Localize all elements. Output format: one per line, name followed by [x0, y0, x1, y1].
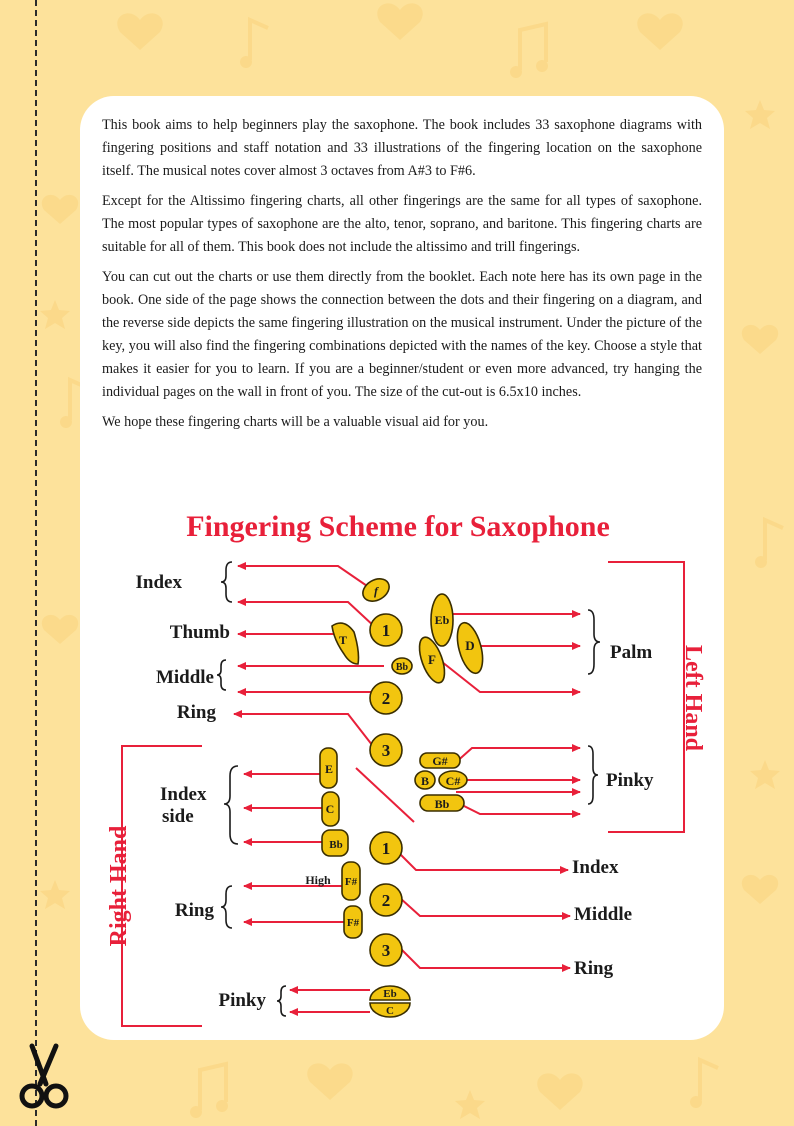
key-label-side-bb: Bb: [329, 839, 343, 851]
key-label-side-c: C: [325, 802, 335, 816]
label-ring-rh-right: Ring: [574, 958, 614, 979]
intro-paragraph-2: Except for the Altissimo fingering charts, all other fingerings are the same for all types of saxophone. The most popular types of saxophone are the alto, tenor, soprano, and baritone. This fingering charts are suitable for all of them. This book does not include the altissimo and trill fingerings.: [102, 193, 702, 255]
heart-icon: [307, 1063, 352, 1100]
key-label-rh-fsharp: F#: [346, 917, 360, 929]
label-thumb: Thumb: [169, 622, 230, 643]
label-index: Index: [135, 572, 182, 593]
key-label-rh2: 2: [381, 891, 391, 910]
cut-line: [35, 0, 37, 1126]
key-label-b: B: [420, 774, 430, 788]
pointer-arrows: [234, 566, 580, 1012]
heart-icon: [42, 195, 78, 224]
music-note-icon: [700, 1060, 718, 1100]
heart-icon: [742, 875, 778, 904]
key-label-bb-pinky: Bb: [434, 797, 450, 811]
label-pinky-rh: Pinky: [218, 990, 266, 1011]
intro-paragraph-4: We hope these fingering charts will be a valuable visual aid for you.: [102, 414, 489, 430]
heart-icon: [117, 13, 162, 50]
key-label-low-c: C: [386, 1005, 394, 1017]
key-label-front-f: f: [374, 584, 378, 598]
label-middle-rh: Middle: [574, 904, 633, 925]
key-label-high: High: [305, 873, 331, 887]
star-icon: [750, 760, 780, 789]
star-icon: [40, 880, 70, 909]
key-label-high-fsharp: F#: [344, 876, 358, 888]
key-label-gsharp: G#: [432, 754, 448, 768]
label-ring: Ring: [176, 702, 216, 723]
music-note-icon: [250, 20, 268, 60]
key-label-rh3: 3: [381, 941, 391, 960]
label-palm: Palm: [610, 642, 653, 663]
label-index-side-2: side: [162, 806, 194, 827]
intro-paragraph-3: You can cut out the charts or use them directly from the booklet. Each note here has its own page in the book. One side of the page shows the connection between the dots and their fingering on a diagram, and the reverse side depicts the same fingering illustration on the musical instrument. Under the picture of the key, you will also find the fingering combinations depicted with the names of the key. Choose a style that makes it easier for you to learn. If you are a beginner/student or even more advanced, try hanging the individual pages on the wall in front of you. The size of the cut-out is 6.5x10 inches.: [102, 269, 702, 400]
intro-paragraph-1: This book aims to help beginners play the saxophone. The book includes 33 saxophone diagrams with fingering positions and staff notation and 33 illustrations of the fingering location on the saxophone itself. The musical notes cover almost 3 octaves from A#3 to F#6.: [102, 117, 702, 179]
key-label-thumb: T: [338, 633, 348, 647]
key-label-side-e: E: [324, 762, 334, 776]
heart-icon: [537, 1073, 582, 1110]
music-note-icon: [765, 520, 783, 560]
intro-text: [102, 114, 702, 441]
fingering-scheme: [80, 500, 724, 1040]
heart-icon: [42, 615, 78, 644]
star-icon: [745, 100, 775, 129]
star-icon: [40, 300, 70, 329]
key-label-rh1: 1: [381, 839, 391, 858]
label-middle: Middle: [155, 667, 214, 688]
label-index-side-1: Index: [160, 784, 207, 805]
connector-line: [356, 768, 414, 822]
left-hand-bracket: [608, 562, 684, 832]
key-label-palm-f: F: [428, 652, 436, 667]
key-label-low-eb: Eb: [383, 988, 397, 1000]
key-label-palm-eb: Eb: [434, 613, 450, 627]
right-braces: [588, 610, 600, 804]
heart-icon: [742, 325, 778, 354]
key-label-lh1: 1: [381, 621, 391, 640]
left-hand-label: Left Hand: [680, 644, 706, 752]
label-pinky-lh: Pinky: [606, 770, 654, 791]
key-label-lh3: 3: [381, 741, 391, 760]
star-icon: [455, 1090, 485, 1119]
label-ring-rh: Ring: [174, 900, 214, 921]
scheme-title: Fingering Scheme for Saxophone: [186, 510, 610, 543]
key-label-bb-lh: Bb: [395, 662, 409, 673]
heart-icon: [377, 3, 422, 40]
key-label-csharp: C#: [445, 774, 461, 788]
heart-icon: [637, 13, 682, 50]
label-index-rh: Index: [572, 857, 619, 878]
key-label-lh2: 2: [381, 689, 391, 708]
key-label-palm-d: D: [465, 638, 475, 653]
right-hand-label: Right Hand: [106, 825, 132, 947]
scissors-icon: [14, 1040, 74, 1112]
